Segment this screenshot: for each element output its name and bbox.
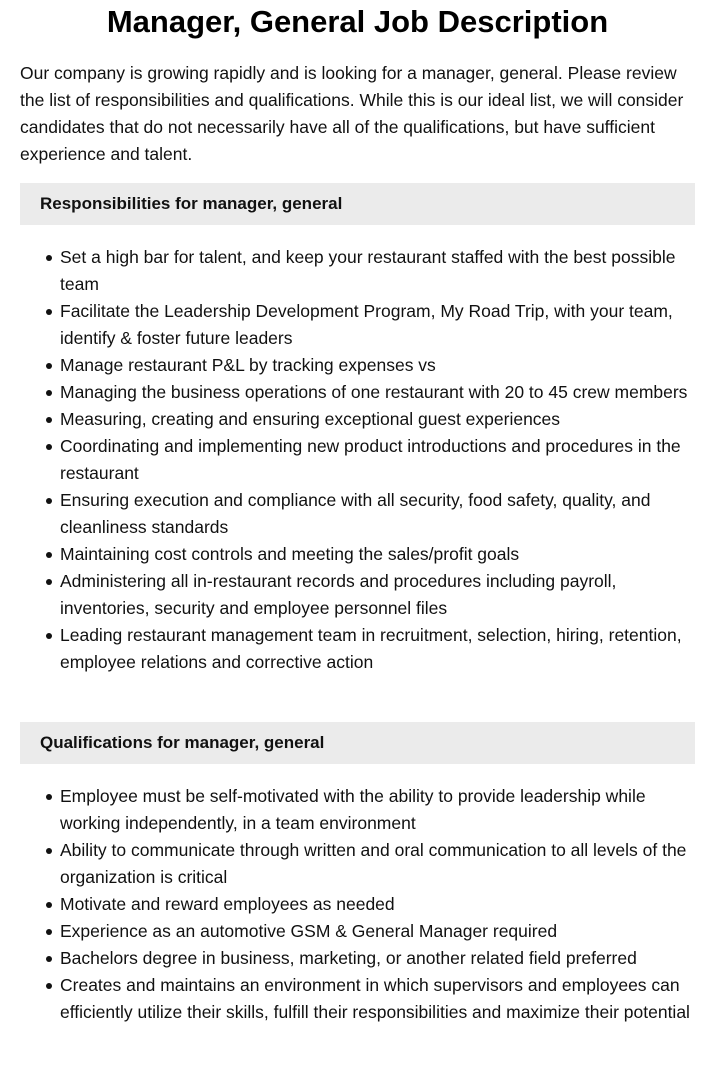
list-item: Managing the business operations of one restaurant with 20 to 45 crew members	[60, 379, 700, 406]
list-item: Maintaining cost controls and meeting the sales/profit goals	[60, 541, 700, 568]
list-item: Manage restaurant P&L by tracking expenses vs	[60, 352, 700, 379]
list-item: Creates and maintains an environment in which supervisors and employees can efficiently utilize their skills, fulfill their responsibilities and maximize their potential	[60, 972, 700, 1026]
page-title: Manager, General Job Description	[106, 4, 609, 39]
intro-paragraph: Our company is growing rapidly and is looking for a manager, general. Please review the list of responsibilities and qualifications. While this is our ideal list, we will consider candidates that do not necessarily have all of the qualifications, but have sufficient experience and talent.	[20, 63, 684, 164]
qualifications-list	[20, 783, 700, 1026]
list-item: Bachelors degree in business, marketing, or another related field preferred	[60, 945, 700, 972]
list-item: Motivate and reward employees as needed	[60, 891, 700, 918]
responsibilities-heading: Responsibilities for manager, general	[20, 183, 695, 225]
list-item: Leading restaurant management team in recruitment, selection, hiring, retention, employee relations and corrective action	[60, 622, 700, 676]
list-item: Experience as an automotive GSM & General Manager required	[60, 918, 700, 945]
list-item: Ability to communicate through written and oral communication to all levels of the organization is critical	[60, 837, 700, 891]
list-item: Ensuring execution and compliance with all security, food safety, quality, and cleanliness standards	[60, 487, 700, 541]
qualifications-heading: Qualifications for manager, general	[20, 722, 695, 764]
responsibilities-list	[20, 244, 700, 676]
list-item: Facilitate the Leadership Development Program, My Road Trip, with your team, identify & foster future leaders	[60, 298, 700, 352]
list-item: Employee must be self-motivated with the ability to provide leadership while working independently, in a team environment	[60, 783, 700, 837]
list-item: Measuring, creating and ensuring exceptional guest experiences	[60, 406, 700, 433]
list-item: Administering all in-restaurant records and procedures including payroll, inventories, security and employee personnel files	[60, 568, 700, 622]
list-item: Set a high bar for talent, and keep your restaurant staffed with the best possible team	[60, 244, 700, 298]
list-item: Coordinating and implementing new product introductions and procedures in the restaurant	[60, 433, 700, 487]
